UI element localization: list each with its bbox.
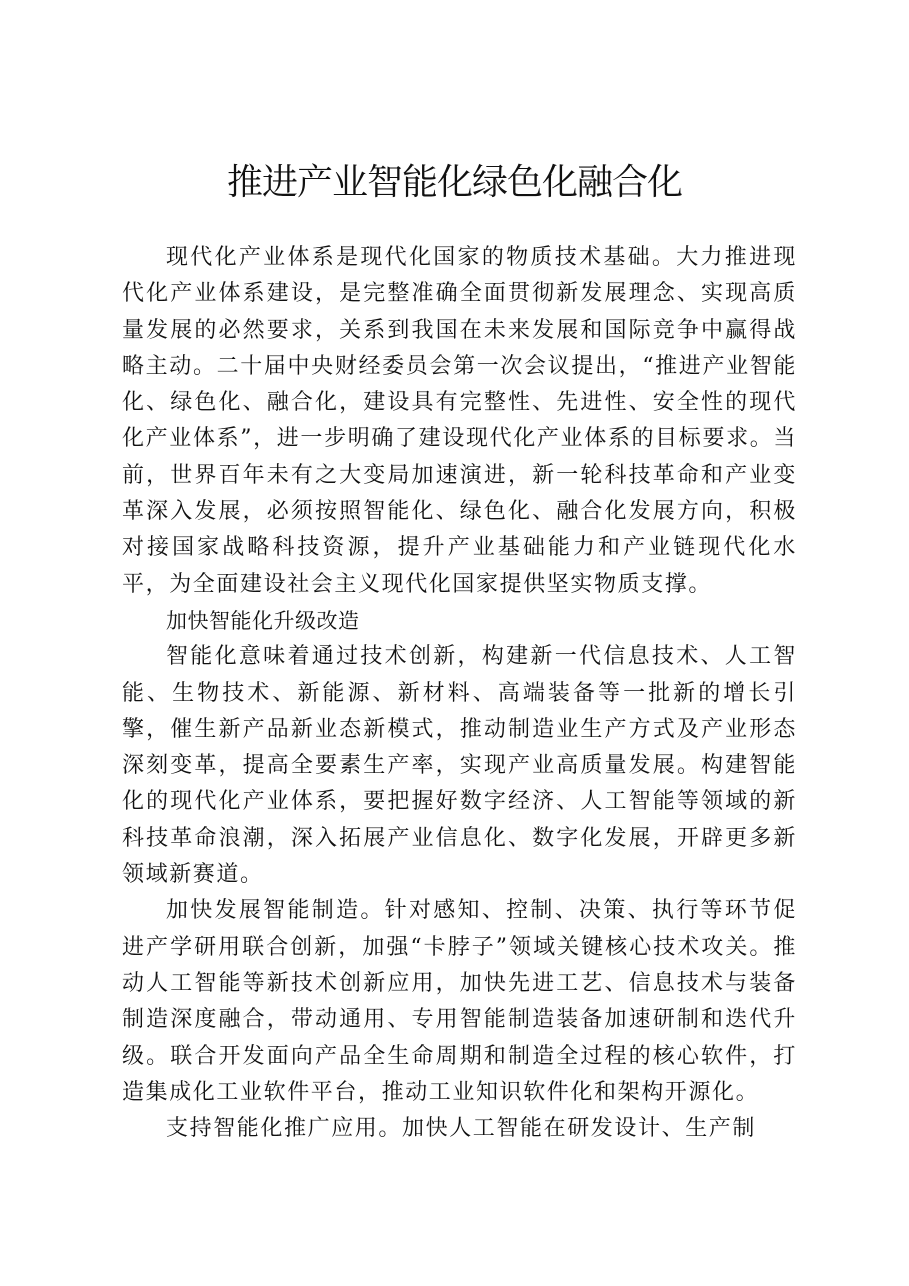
paragraph-intro: 现代化产业体系是现代化国家的物质技术基础。大力推进现代化产业体系建设，是完整准确全面贯彻新发展理念、实现高质量发展的必然要求，关系到我国在未来发展和国际竞争中赢得战略主动。二十届中央财经委员会第一次会议提出，“推进产业智能化、绿色化、融合化，建设具有完整性、先进性、安全性的现代化产业体系”，进一步明确了建设现代化产业体系的目标要求。当前，世界百年未有之大变局加速演进，新一轮科技革命和产业变革深入发展，必须按照智能化、绿色化、融合化发展方向，积极对接国家战略科技资源，提升产业基础能力和产业链现代化水平，为全面建设社会主义现代化国家提供坚实物质支撑。 — [122, 245, 797, 597]
paragraph-intelligent-meaning: 智能化意味着通过技术创新，构建新一代信息技术、人工智能、生物技术、新能源、新材料、高端装备等一批新的增长引擎，催生新产品新业态新模式，推动制造业生产方式及产业形态深刻变革，提高全要素生产率，实现产业高质量发展。构建智能化的现代化产业体系，要把握好数字经济、人工智能等领域的新科技革命浪潮，深入拓展产业信息化、数字化发展，开辟更多新领域新赛道。 — [122, 644, 797, 888]
document-body — [122, 240, 797, 1147]
paragraph-intelligent-application: 支持智能化推广应用。加快人工智能在研发设计、生产制 — [166, 1116, 757, 1142]
section-heading-intelligent-upgrade: 加快智能化升级改造 — [166, 608, 360, 633]
paragraph-smart-manufacturing: 加快发展智能制造。针对感知、控制、决策、执行等环节促进产学研用联合创新，加强“卡脖子”领域关键核心技术攻关。推动人工智能等新技术创新应用，加快先进工艺、信息技术与装备制造深度融合，带动通用、专用智能制造装备加速研制和迭代升级。联合开发面向产品全生命周期和制造全过程的核心软件，打造集成化工业软件平台，推动工业知识软件化和架构开源化。 — [122, 898, 797, 1105]
document-title: 推进产业智能化绿色化融合化 — [226, 162, 682, 203]
